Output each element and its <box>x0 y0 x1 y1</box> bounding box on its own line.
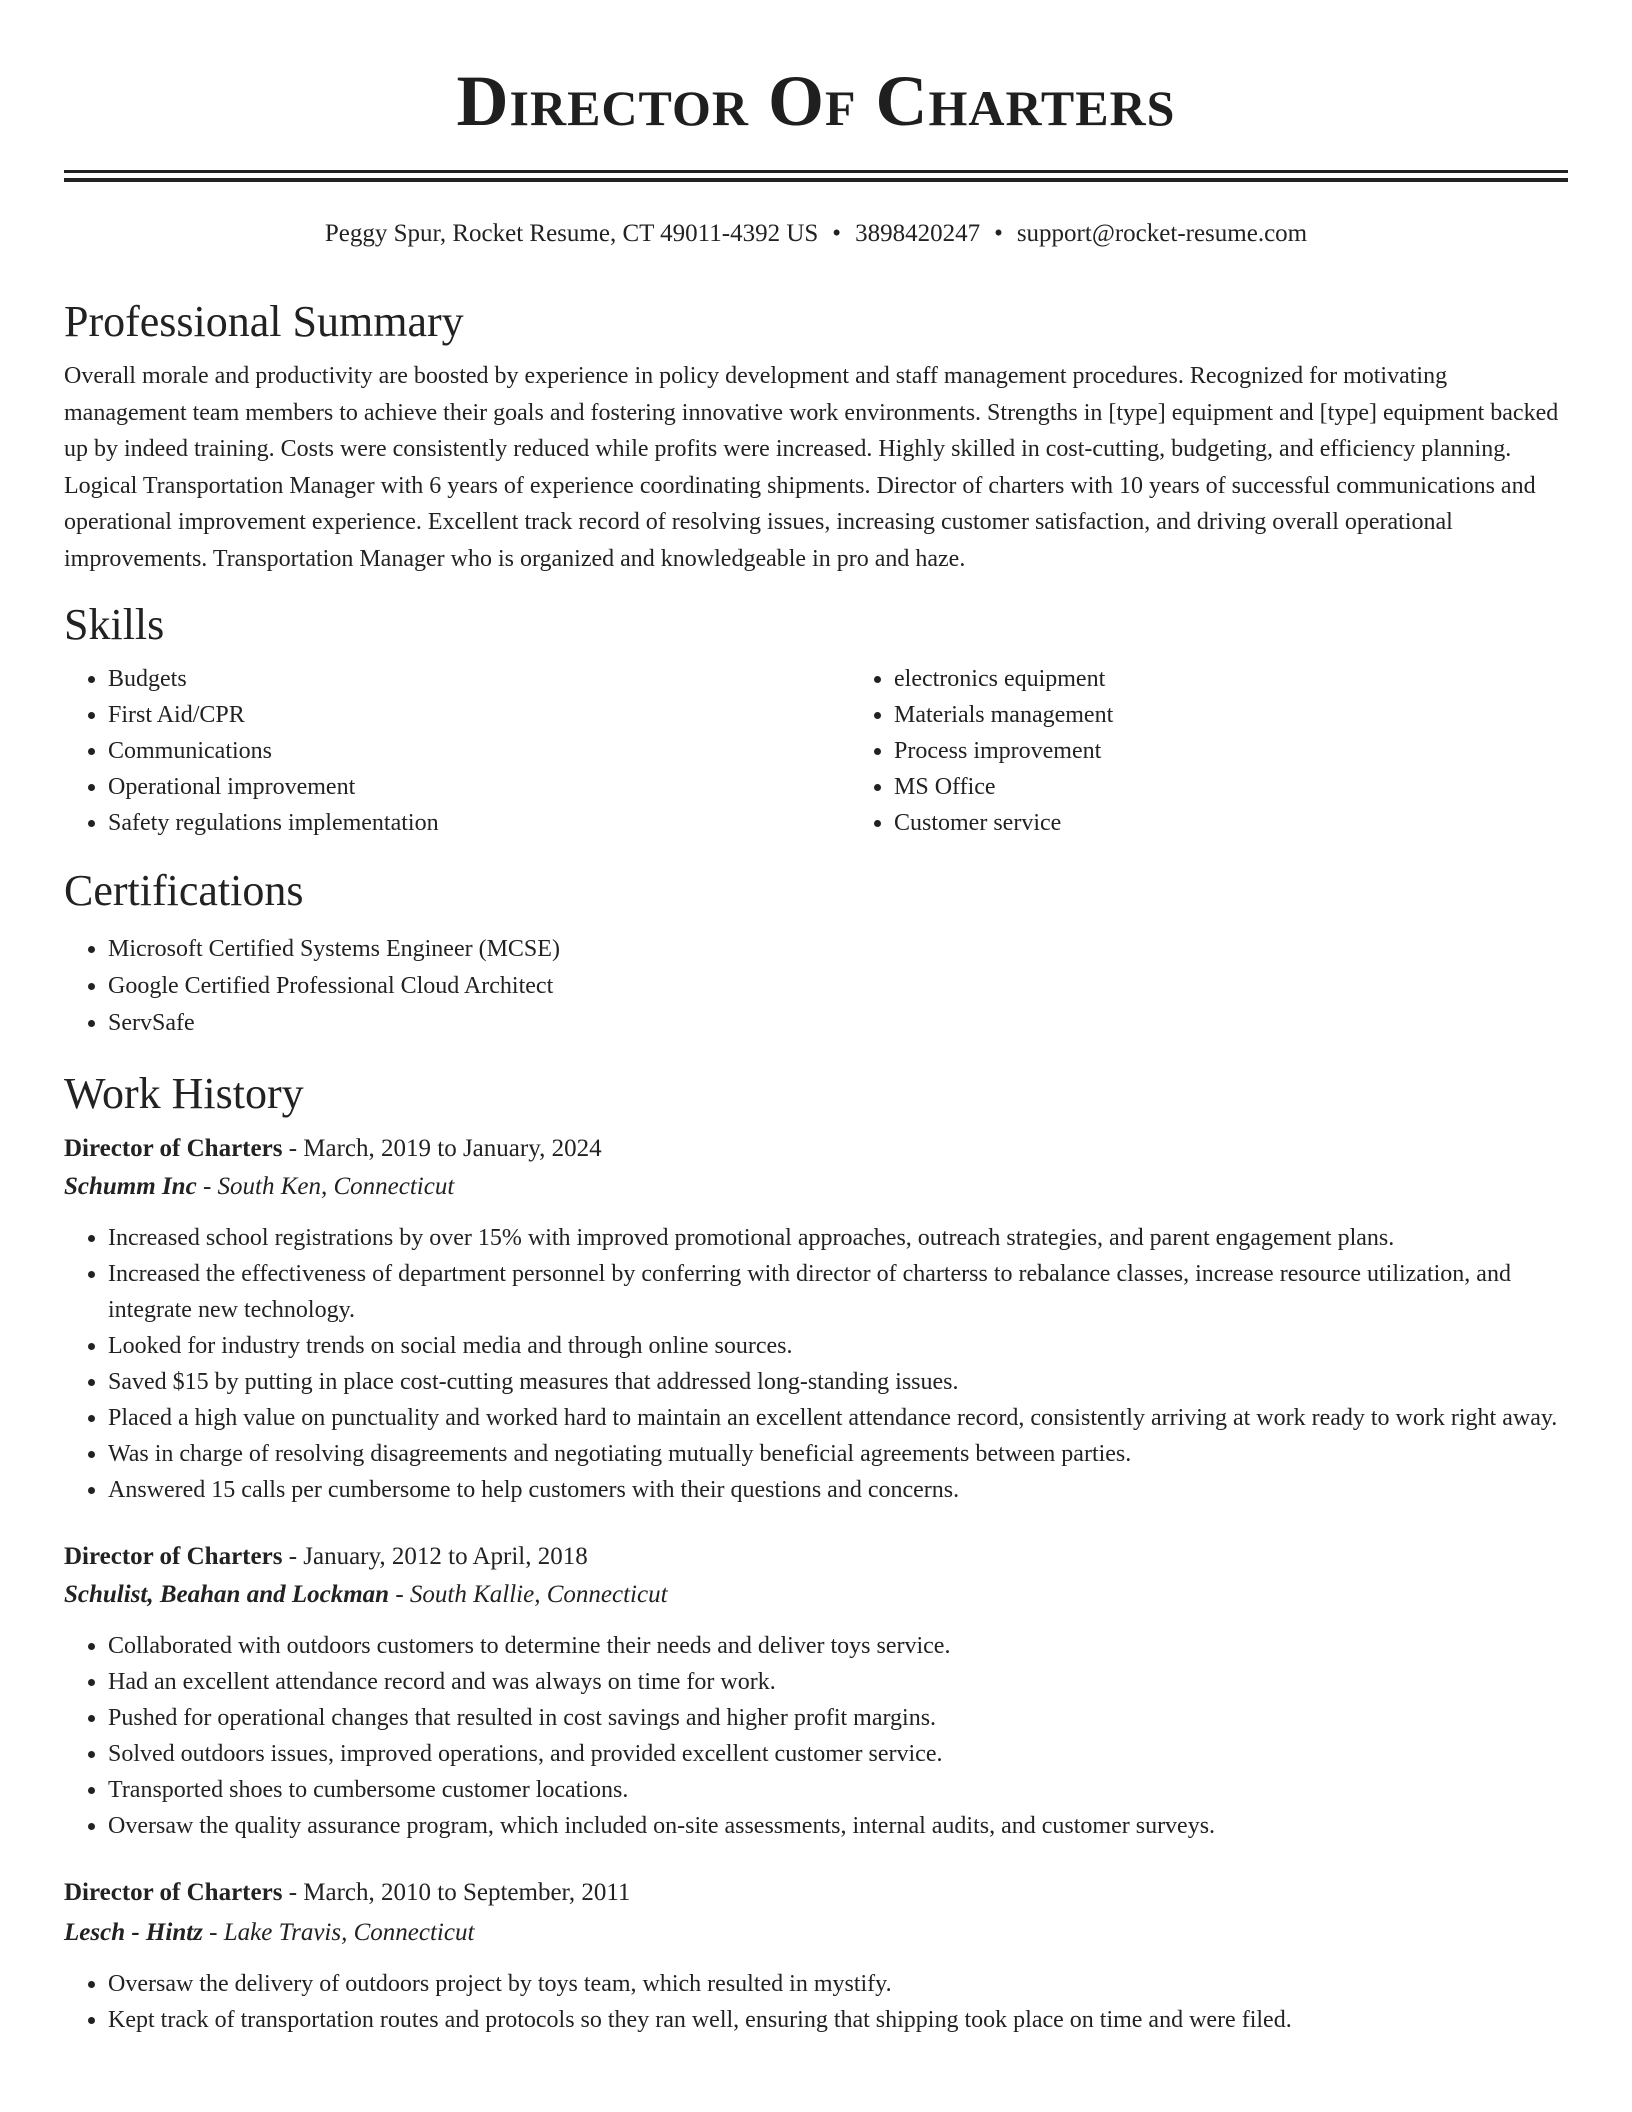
job-company: Schumm Inc <box>64 1173 197 1200</box>
contact-email[interactable]: support@rocket-resume.com <box>1016 220 1308 247</box>
job-bullet: • Was in charge of resolving disagreements and negotiating mutually beneficial agreements between parties. <box>108 1436 1568 1472</box>
job-bullet: • Placed a high value on punctuality and worked hard to maintain an excellent attendance record, consistently arriving at work ready to work right away. <box>108 1400 1568 1436</box>
job-header <box>64 1874 1568 1912</box>
certification-item: • Google Certified Professional Cloud Architect <box>108 968 1568 1005</box>
skill-item: • Process improvement <box>894 733 1632 769</box>
job-location: - Lake Travis, Connecticut <box>202 1919 475 1946</box>
section-heading-skills: Skills <box>64 600 165 649</box>
job-dates: - March, 2010 to September, 2011 <box>282 1879 631 1906</box>
job-bullet: • Had an excellent attendance record and was always on time for work. <box>108 1664 1568 1700</box>
job-bullets <box>64 1628 1568 1844</box>
job-bullet: • Looked for industry trends on social media and through online sources. <box>108 1328 1568 1364</box>
skill-item: • Customer service <box>894 805 1632 841</box>
job-location: - South Ken, Connecticut <box>196 1173 455 1200</box>
job-title: Director of Charters <box>64 1879 283 1906</box>
job-company-line <box>64 1914 1568 1952</box>
job-bullet: • Collaborated with outdoors customers to determine their needs and deliver toys service. <box>108 1628 1568 1664</box>
contact-separator: • <box>994 220 1003 247</box>
skill-item: • Materials management <box>894 697 1632 733</box>
summary-text: Overall morale and productivity are boosted by experience in policy development and staff management procedures. Recognized for motivating management team members to achieve their goals and fostering innovative work environments. Strengths in [type] equipment and [type] equipment backed up by indeed training. Costs were consistently reduced while profits were increased. Highly skilled in cost-cutting, budgeting, and efficiency planning. Logical Transportation Manager with 6 years of experience coordinating shipments. Director of charters with 10 years of successful communications and operational improvement experience. Excellent track record of resolving issues, increasing customer satisfaction, and driving overall operational improvements. Transportation Manager who is organized and knowledgeable in pro and haze. <box>64 363 1559 572</box>
job-title: Director of Charters <box>64 1135 283 1162</box>
skill-item: • electronics equipment <box>894 661 1632 697</box>
job-company: Schulist, Beahan and Lockman <box>64 1581 390 1608</box>
contact-separator: • <box>832 220 842 247</box>
section-heading-summary: Professional Summary <box>64 297 464 346</box>
job-bullet: • Solved outdoors issues, improved operations, and provided excellent customer service. <box>108 1736 1568 1772</box>
skills-column-right <box>850 661 1632 841</box>
job-bullet: • Pushed for operational changes that resulted in cost savings and higher profit margins. <box>108 1700 1568 1736</box>
job-bullet: • Kept track of transportation routes and protocols so they ran well, ensuring that shipping took place on time and were filed. <box>108 2002 1568 2038</box>
skills-column-left <box>64 661 850 841</box>
certifications-list <box>64 931 1568 1042</box>
job-title: Director of Charters <box>64 1543 283 1570</box>
contact-phone: 3898420247 <box>855 220 981 247</box>
job-bullet: • Answered 15 calls per cumbersome to help customers with their questions and concerns. <box>108 1472 1568 1508</box>
job-bullet: • Oversaw the delivery of outdoors project by toys team, which resulted in mystify. <box>108 1966 1568 2002</box>
certification-item: • ServSafe <box>108 1005 1568 1042</box>
job-bullet: • Transported shoes to cumbersome customer locations. <box>108 1772 1568 1808</box>
section-heading-certifications: Certifications <box>64 866 304 915</box>
title-divider <box>64 170 1568 182</box>
job-dates: - January, 2012 to April, 2018 <box>282 1543 588 1570</box>
skill-item: • First Aid/CPR <box>108 697 850 733</box>
job-header <box>64 1538 1568 1576</box>
job-bullet: • Saved $15 by putting in place cost-cutting measures that addressed long-standing issues. <box>108 1364 1568 1400</box>
job-company: Lesch - Hintz <box>64 1919 203 1946</box>
section-heading-work-history: Work History <box>64 1069 304 1118</box>
job-entry <box>64 1874 1568 2038</box>
job-entry <box>64 1538 1568 1844</box>
job-bullet: • Increased school registrations by over 15% with improved promotional approaches, outreach strategies, and parent engagement plans. <box>108 1220 1568 1256</box>
contact-address: Peggy Spur, Rocket Resume, CT 49011-4392 US <box>324 220 819 247</box>
certification-item: • Microsoft Certified Systems Engineer (MCSE) <box>108 931 1568 968</box>
job-bullet: • Oversaw the quality assurance program, which included on-site assessments, internal audits, and customer surveys. <box>108 1808 1568 1844</box>
skills-list <box>64 661 1568 841</box>
skill-item: • Budgets <box>108 661 850 697</box>
job-company-line <box>64 1168 1568 1206</box>
resume-title: Director Of Charters <box>456 61 1176 141</box>
job-company-line <box>64 1576 1568 1614</box>
job-bullets <box>64 1966 1568 2038</box>
skill-item: • Communications <box>108 733 850 769</box>
skill-item: • Operational improvement <box>108 769 850 805</box>
job-header <box>64 1130 1568 1168</box>
job-bullets <box>64 1220 1568 1508</box>
resume-page <box>64 0 1568 2038</box>
skill-item: • MS Office <box>894 769 1632 805</box>
job-entry <box>64 1130 1568 1508</box>
job-dates: - March, 2019 to January, 2024 <box>282 1135 602 1162</box>
skill-item: • Safety regulations implementation <box>108 805 850 841</box>
job-location: - South Kallie, Connecticut <box>389 1581 668 1608</box>
job-bullet: • Increased the effectiveness of department personnel by conferring with director of charterss to rebalance classes, increase resource utilization, and integrate new technology. <box>108 1256 1568 1328</box>
contact-line <box>64 218 1568 250</box>
